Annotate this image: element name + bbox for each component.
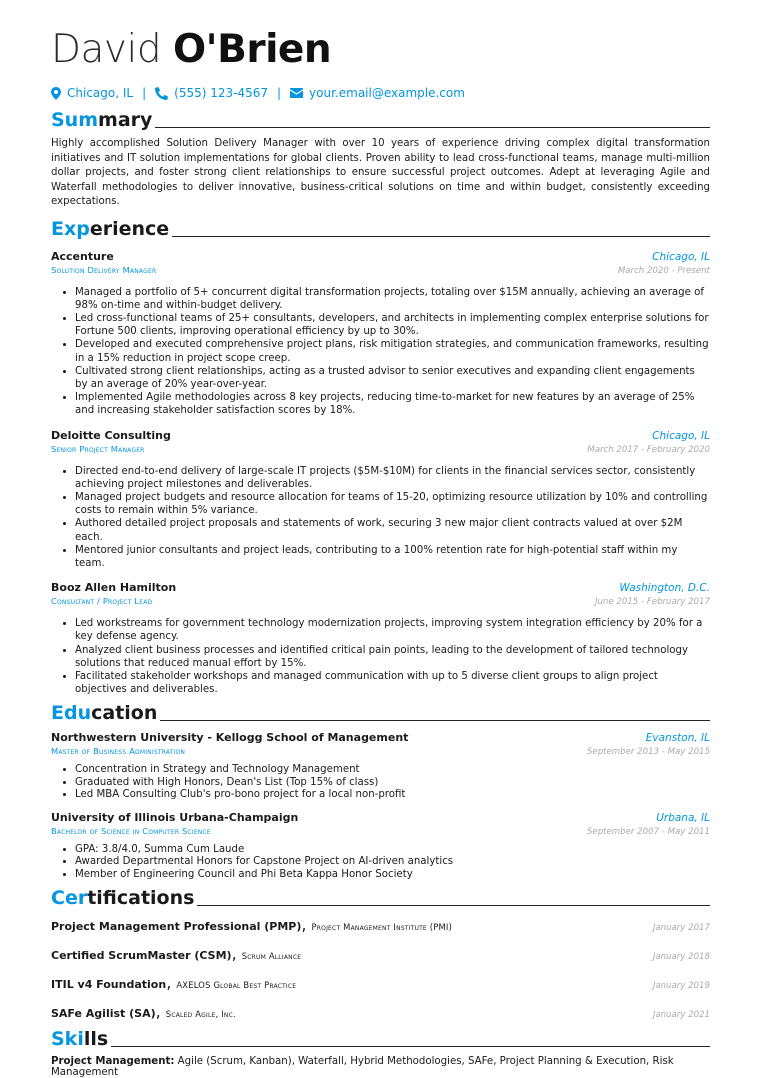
bullet-list — [51, 465, 710, 571]
entry-location: Washington, D.C. — [619, 582, 710, 595]
job-title: Consultant / Project Lead — [51, 596, 153, 607]
skills-heading-accent: Ski — [51, 1028, 84, 1051]
bullet-item: • Member of Engineering Council and Phi Beta Kappa Honor Society — [75, 869, 710, 882]
experience-heading — [51, 218, 710, 240]
school-name: Northwestern University - Kellogg School of Management — [51, 731, 409, 745]
employer-name: Deloitte Consulting — [51, 428, 171, 442]
certifications-heading-accent: Cer — [51, 887, 88, 910]
entry-dates: September 2007 - May 2011 — [586, 826, 710, 837]
skill-values: Agile (Scrum, Kanban), Waterfall, Hybrid Methodologies, SAFe, Project Planning & Execution, Risk Management — [51, 1056, 674, 1078]
bullet-item: • Graduated with High Honors, Dean's List (Top 15% of class) — [75, 777, 710, 790]
employer-name: Booz Allen Hamilton — [51, 581, 177, 595]
experience-heading-accent: Exp — [51, 217, 90, 240]
job-title: Senior Project Manager — [51, 443, 145, 454]
envelope-icon — [290, 88, 303, 98]
phone-link[interactable]: (555) 123-4567 — [174, 86, 268, 100]
education-heading-rest: cation — [91, 702, 158, 725]
bullet-item: • Led MBA Consulting Club's pro-bono project for a local non-profit — [75, 789, 710, 802]
skill-label: Project Management: — [51, 1056, 175, 1068]
bullet-item: • Cultivated strong client relationships, acting as a trusted advisor to senior executives and expanding client engagements by an average of 20% year-over-year. — [75, 365, 710, 391]
certification-date: January 2018 — [652, 952, 710, 963]
education-entry — [51, 731, 710, 802]
summary-heading — [51, 109, 710, 131]
bullet-item: • Developed and executed comprehensive project plans, risk mitigation strategies, and communication frameworks, resulting in a 15% reduction in project scope creep. — [75, 338, 710, 364]
entry-dates: March 2020 - Present — [617, 265, 710, 276]
location-text: Chicago, IL — [67, 86, 134, 100]
education-heading-accent: Edu — [51, 702, 92, 725]
school-name: University of Illinois Urbana-Champaign — [51, 810, 299, 824]
entry-dates: September 2013 - May 2015 — [586, 747, 710, 758]
summary-heading-accent: Sum — [51, 109, 99, 131]
experience-heading-rest: erience — [89, 217, 170, 240]
certification-name: Project Management Professional (PMP) — [51, 920, 302, 934]
contact-line — [51, 83, 710, 103]
entry-location: Chicago, IL — [652, 429, 710, 442]
job-title: Solution Delivery Manager — [51, 264, 157, 275]
section-rule — [111, 1046, 710, 1047]
first-name: David — [51, 27, 162, 72]
certification-date: January 2019 — [652, 981, 710, 992]
certification-issuer: Scaled Agile, Inc. — [165, 1009, 236, 1020]
entry-location: Chicago, IL — [652, 250, 710, 263]
bullet-item: • GPA: 3.8/4.0, Summa Cum Laude — [75, 844, 710, 857]
experience-entry — [51, 250, 710, 418]
entry-dates: June 2015 - February 2017 — [594, 597, 710, 608]
bullet-item: • Awarded Departmental Honors for Capstone Project on AI-driven analytics — [75, 856, 710, 869]
bullet-item: • Mentored junior consultants and project leads, contributing to a 100% retention rate for high-potential staff within my team. — [75, 544, 710, 570]
skills-heading-rest: lls — [83, 1028, 109, 1051]
certification-row: Certified ScrumMaster (CSM), Scrum Alliance January 2018 — [51, 944, 710, 964]
bullet-item: • Analyzed client business processes and identified critical pain points, leading to the development of tailored technology solutions that reduced manual effort by 15%. — [75, 644, 710, 670]
certification-date: January 2017 — [652, 923, 710, 934]
certification-issuer: Project Management Institute (PMI) — [311, 922, 453, 933]
email-link[interactable]: your.email@example.com — [309, 86, 465, 100]
bullet-item: • Implemented Agile methodologies across 8 key projects, reducing time-to-market for new features by an average of 25% and increasing stakeholder satisfaction scores by 18%. — [75, 391, 710, 417]
phone-icon — [155, 87, 168, 100]
contact-separator: | — [277, 86, 282, 100]
certification-issuer: AXELOS Global Best Practice — [176, 980, 297, 991]
certification-row: ITIL v4 Foundation, AXELOS Global Best Practice January 2019 — [51, 973, 710, 993]
certification-date: January 2021 — [652, 1010, 710, 1021]
certification-name: ITIL v4 Foundation — [51, 978, 167, 992]
bullet-list — [51, 844, 710, 882]
section-rule — [172, 236, 710, 237]
employer-name: Accenture — [51, 249, 114, 263]
certification-row: Project Management Professional (PMP), Project Management Institute (PMI) January 2017 — [51, 915, 710, 935]
certification-row: SAFe Agilist (SA), Scaled Agile, Inc. January 2021 — [51, 1002, 710, 1022]
summary-heading-rest: mary — [98, 109, 153, 131]
degree-title: Master of Business Administration — [51, 746, 186, 757]
bullet-item: • Managed a portfolio of 5+ concurrent digital transformation projects, totaling over $15M annually, achieving an average of 98% on-time and within-budget delivery. — [75, 286, 710, 312]
experience-entry — [51, 429, 710, 571]
bullet-item: • Led workstreams for government technology modernization projects, improving system integration efficiency by 20% for a key defense agency. — [75, 617, 710, 643]
degree-title: Bachelor of Science in Computer Science — [51, 825, 211, 836]
bullet-list — [51, 764, 710, 802]
contact-separator: | — [142, 86, 147, 100]
entry-location: Urbana, IL — [656, 811, 710, 824]
entry-dates: March 2017 - February 2020 — [587, 444, 710, 455]
education-entry — [51, 811, 710, 882]
candidate-name — [51, 28, 710, 76]
bullet-list — [51, 617, 710, 696]
bullet-item: • Directed end-to-end delivery of large-scale IT projects ($5M-$10M) for clients in the financial services sector, consistently achieving project milestones and deliverables. — [75, 465, 710, 491]
skills-heading — [51, 1028, 710, 1050]
certifications-heading-rest: tifications — [87, 887, 195, 910]
bullet-item: • Facilitated stakeholder workshops and managed communication with up to 5 diverse client groups to align project objectives and deliverables. — [75, 670, 710, 696]
last-name: O'Brien — [173, 27, 332, 72]
summary-text: Highly accomplished Solution Delivery Manager with over 10 years of experience driving complex digital transformation initiatives and IT solution implementations for global clients. Proven ability to lead cross-functional teams, manage multi-million dollar projects, and foster strong client relationships to ensure successful project outcomes. Adept at leveraging Agile and Waterfall methodologies to deliver innovative, business-critical solutions on time and within budget, consistently exceeding expectations. — [51, 138, 710, 207]
bullet-item: • Led cross-functional teams of 25+ consultants, developers, and architects in implementing complex enterprise solutions for Fortune 500 clients, improving operational efficiency by up to 30%. — [75, 312, 710, 338]
section-rule — [197, 905, 710, 906]
bullet-item: • Concentration in Strategy and Technology Management — [75, 764, 710, 777]
section-rule — [155, 127, 710, 128]
map-marker-icon — [51, 87, 61, 100]
bullet-item: • Managed project budgets and resource allocation for teams of 15-20, optimizing resource utilization by 10% and controlling costs to remain within 5% variance. — [75, 491, 710, 517]
certification-issuer: Scrum Alliance — [241, 951, 302, 962]
entry-location: Evanston, IL — [645, 732, 710, 745]
certification-name: Certified ScrumMaster (CSM) — [51, 949, 232, 963]
section-rule — [160, 720, 710, 721]
education-heading — [51, 702, 710, 724]
certifications-heading — [51, 887, 710, 909]
experience-entry — [51, 581, 710, 696]
certification-name: SAFe Agilist (SA) — [51, 1007, 156, 1021]
bullet-item: • Authored detailed project proposals and statements of work, securing 3 new major client contracts valued at over $2M each. — [75, 517, 710, 543]
bullet-list — [51, 286, 710, 418]
